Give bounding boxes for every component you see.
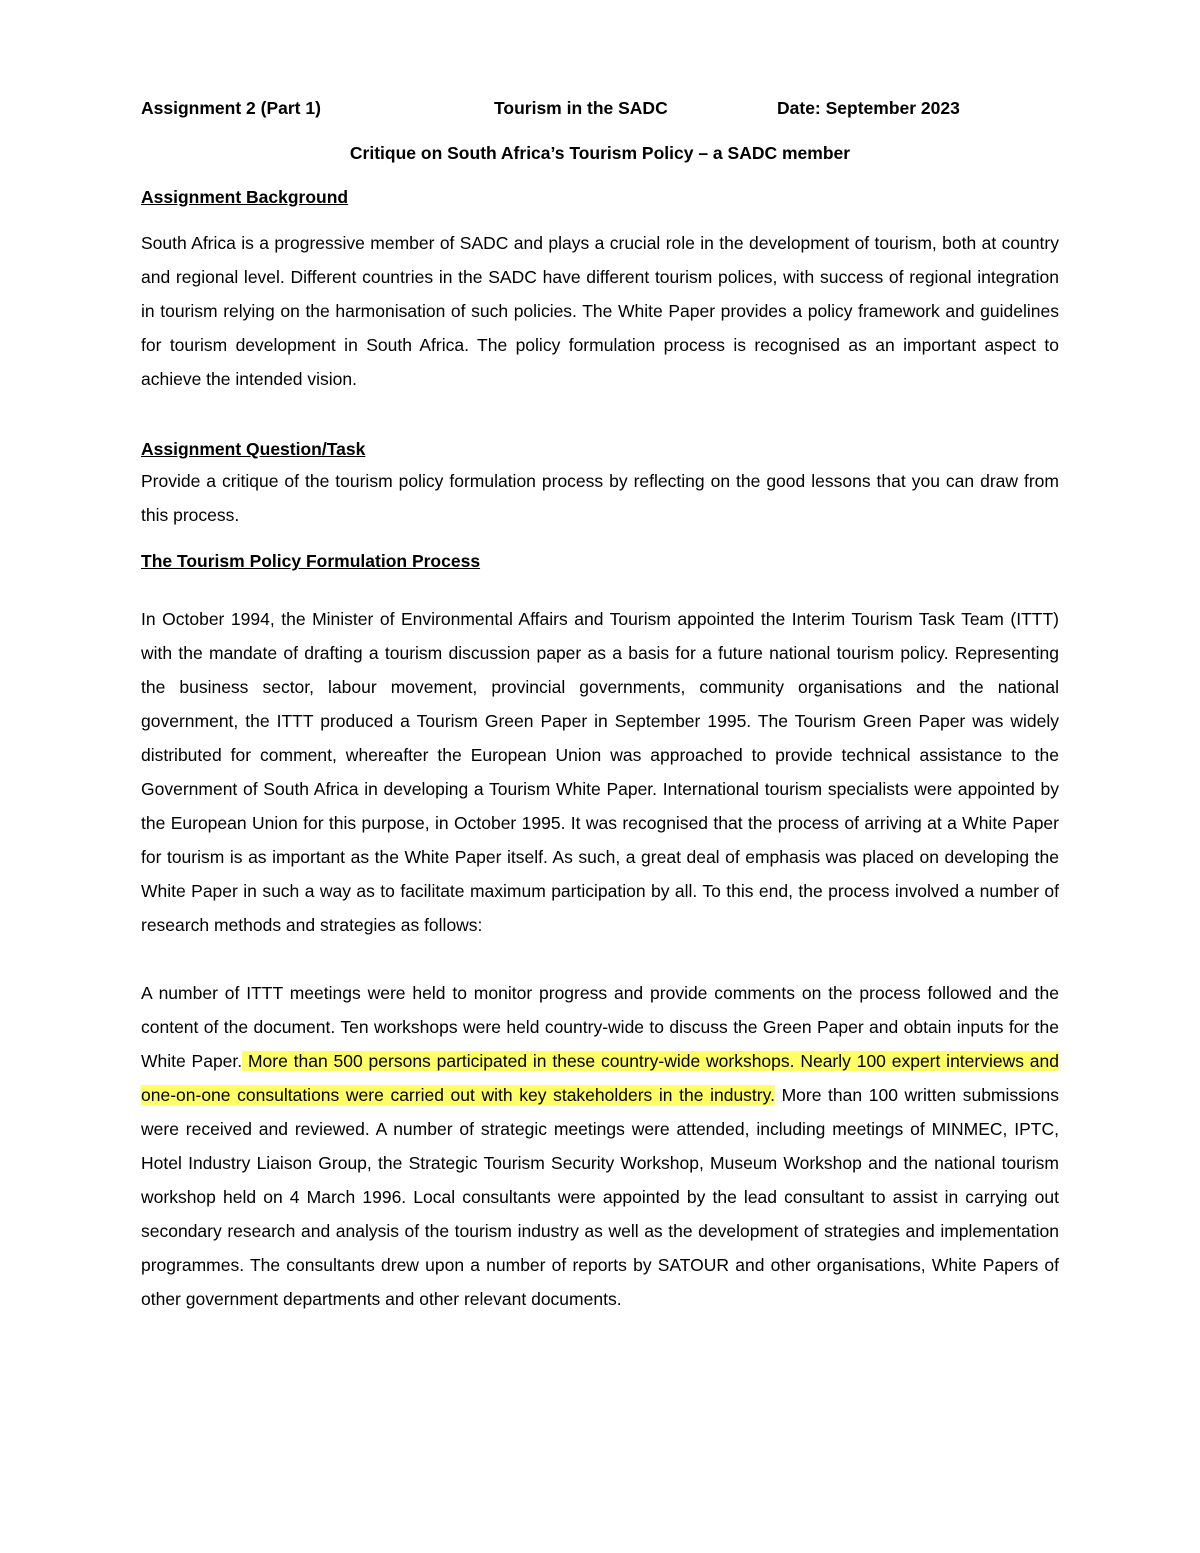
assignment-label: Assignment 2 (Part 1) [141, 98, 321, 118]
background-paragraph: South Africa is a progressive member of SADC and plays a crucial role in the development of tourism, both at country and regional level. Different countries in the SADC have different tourism polices, with success of regional integration in tourism relying on the harmonisation of such policies. The White Paper provides a policy framework and guidelines for tourism development in South Africa. The policy formulation process is recognised as an important aspect to achieve the intended vision. [141, 233, 1059, 389]
background-heading: Assignment Background [141, 187, 349, 207]
process-paragraph-1: In October 1994, the Minister of Environmental Affairs and Tourism appointed the Interim Tourism Task Team (ITTT) with the mandate of drafting a tourism discussion paper as a basis for a future national tourism policy. Representing the business sector, labour movement, provincial governments, community organisations and the national government, the ITTT produced a Tourism Green Paper in September 1995. The Tourism Green Paper was widely distributed for comment, whereafter the European Union was approached to provide technical assistance to the Government of South Africa in developing a Tourism White Paper. International tourism specialists were appointed by the European Union for this purpose, in October 1995. It was recognised that the process of arriving at a White Paper for tourism is as important as the White Paper itself. As such, a great deal of emphasis was placed on developing the White Paper in such a way as to facilitate maximum participation by all. To this end, the process involved a number of research methods and strategies as follows: [141, 609, 1059, 935]
date-label: Date: September 2023 [777, 98, 960, 118]
paragraph-2-text-start: A number of ITTT meetings were held to monitor progress and provide comments on the process followed and the content of the document. Ten workshops were held country-wide to discuss the Green Paper and obtain inputs for the White Paper. [141, 983, 1059, 1071]
process-heading: The Tourism Policy Formulation Process [141, 551, 481, 571]
process-paragraph-2 [141, 976, 1059, 1316]
task-heading: Assignment Question/Task [141, 439, 366, 459]
task-paragraph: Provide a critique of the tourism policy formulation process by reflecting on the good lessons that you can draw from this process. [141, 471, 1059, 525]
course-label: Tourism in the SADC [494, 98, 668, 118]
document-page [141, 92, 1059, 1316]
document-header [141, 92, 1059, 126]
paragraph-2-text-end: More than 100 written submissions were received and reviewed. A number of strategic meetings were attended, including meetings of MINMEC, IPTC, Hotel Industry Liaison Group, the Strategic Tourism Security Workshop, Museum Workshop and the national tourism workshop held on 4 March 1996. Local consultants were appointed by the lead consultant to assist in carrying out secondary research and analysis of the tourism industry as well as the development of strategies and implementation programmes. The consultants drew upon a number of reports by SATOUR and other organisations, White Papers of other government departments and other relevant documents. [141, 1085, 1059, 1309]
document-title: Critique on South Africa’s Tourism Policy – a SADC member [349, 143, 851, 163]
highlighted-text: More than 500 persons participated in these country-wide workshops. Nearly 100 expert interviews and one-on-one consultations were carried out with key stakeholders in the industry. [141, 1051, 1059, 1105]
